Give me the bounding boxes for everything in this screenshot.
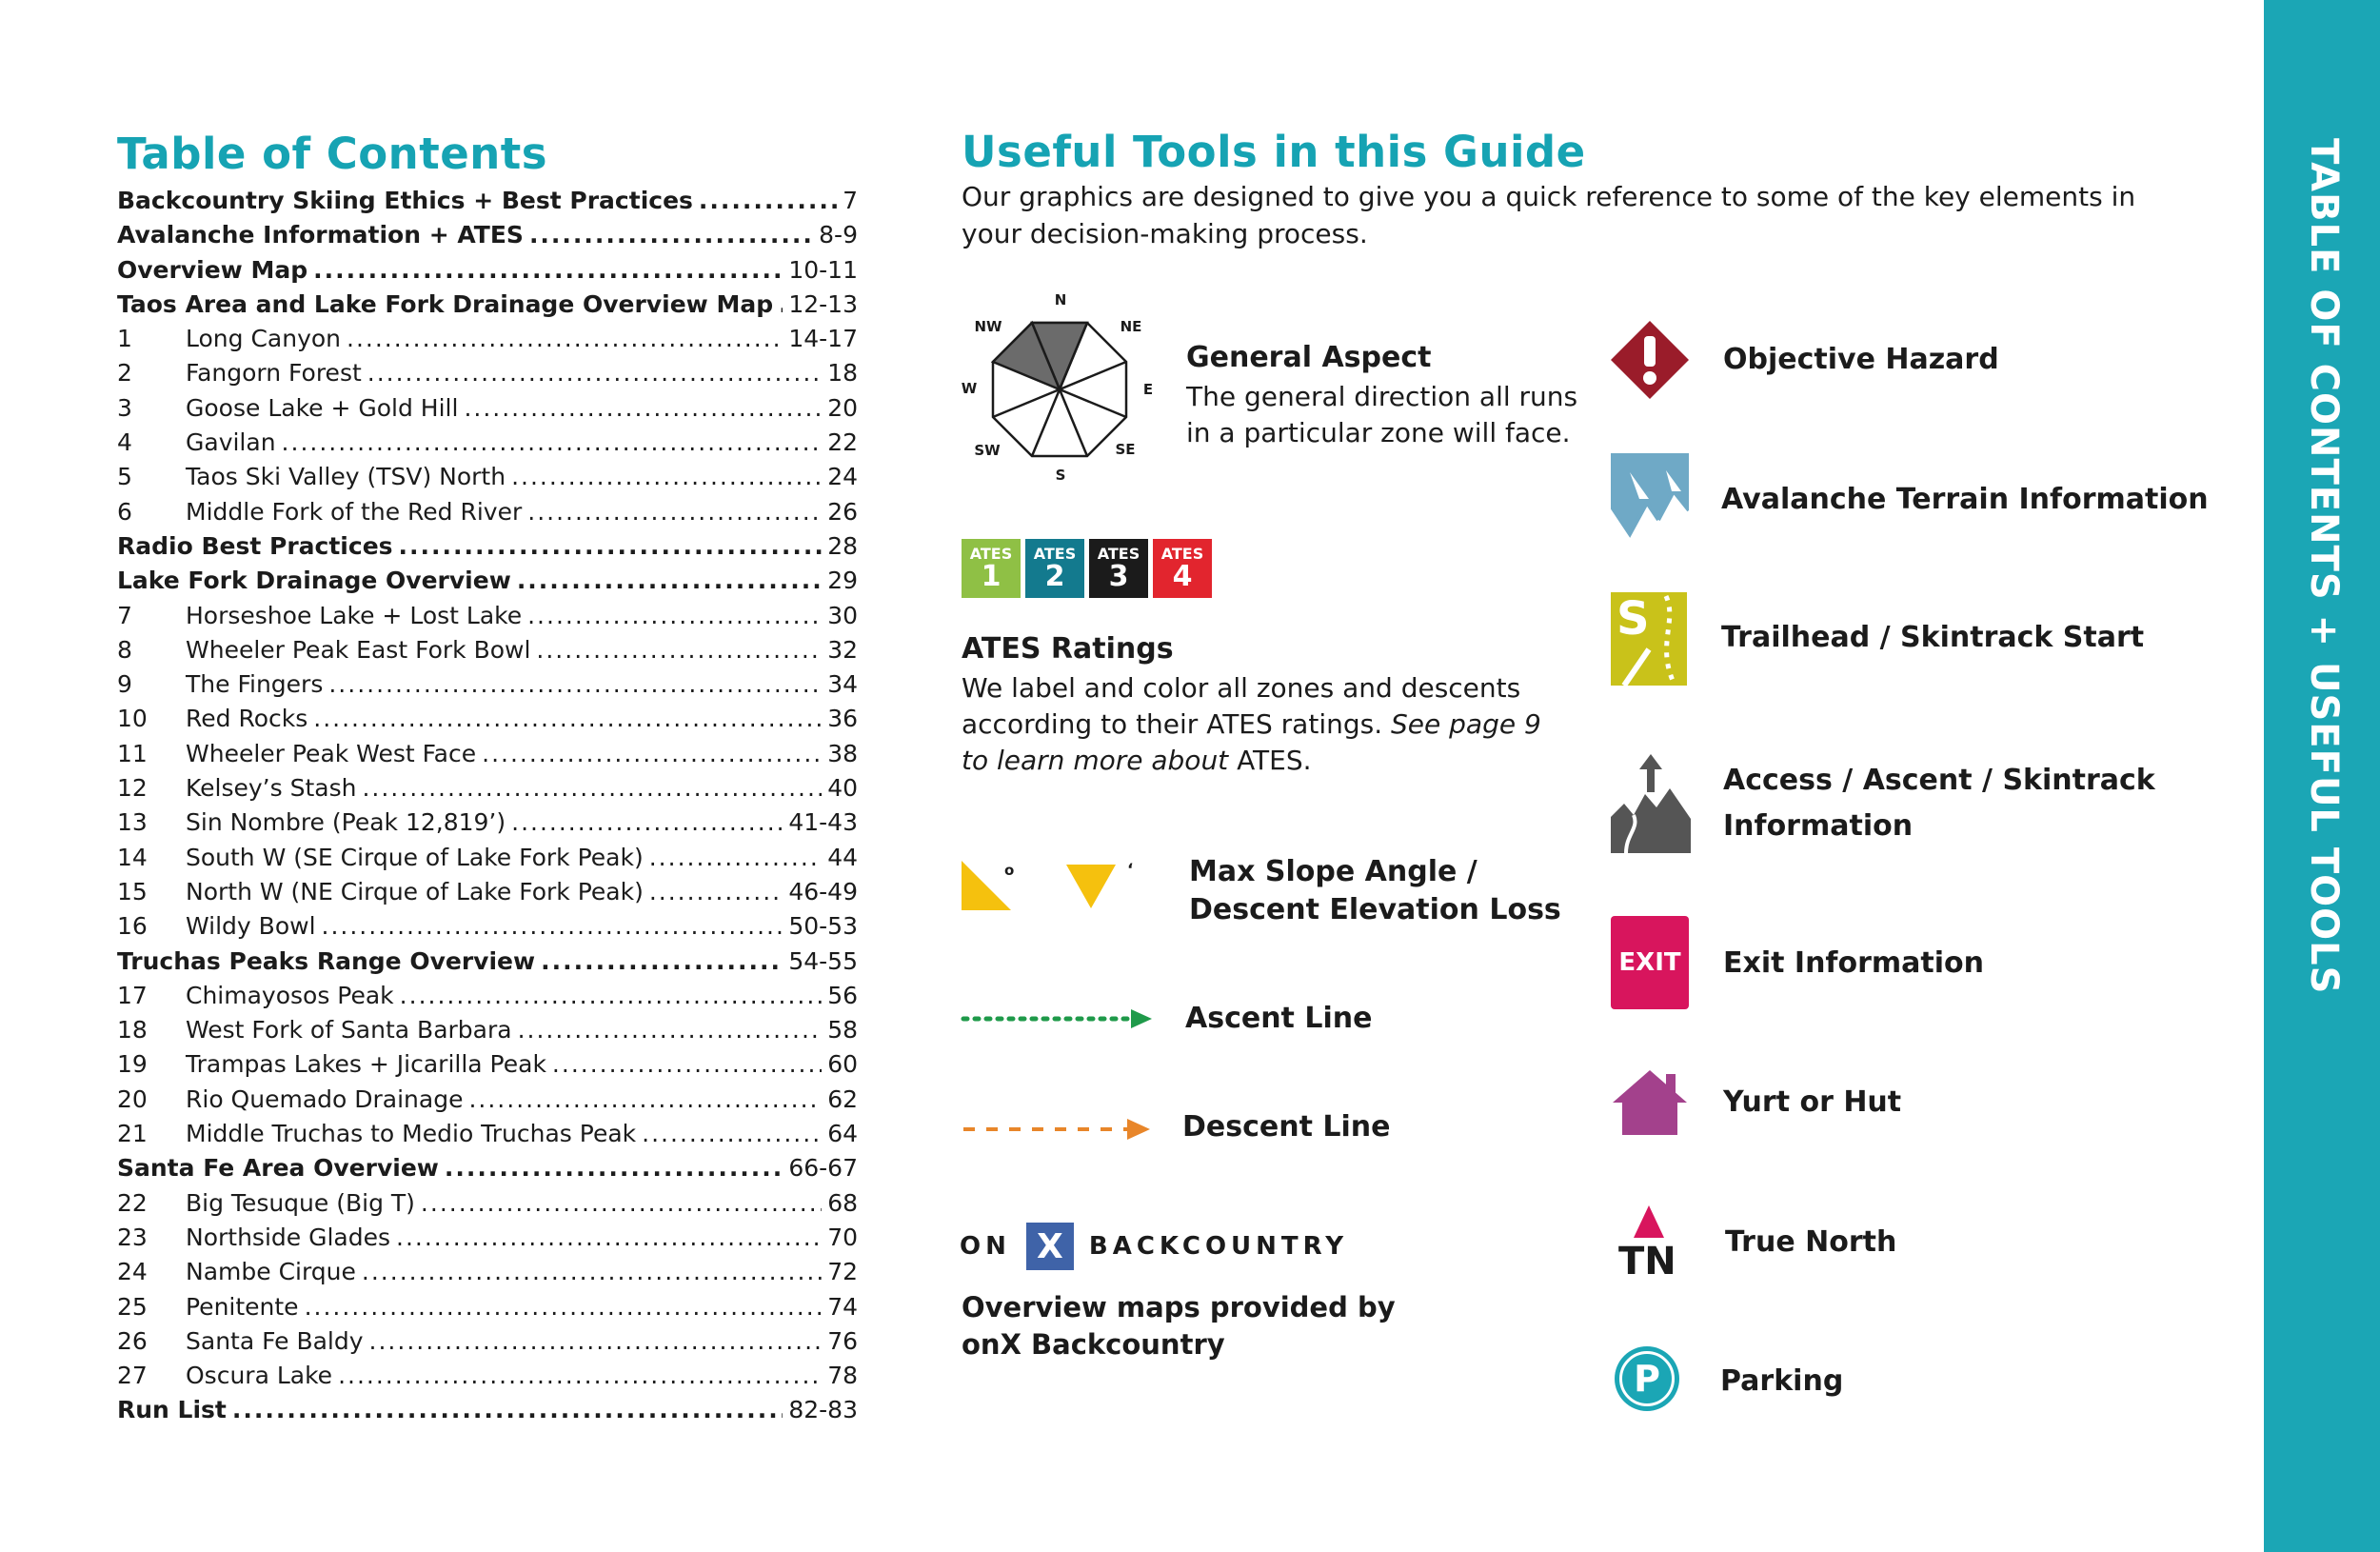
toc-entry	[117, 218, 858, 252]
toc-leader-dots	[362, 771, 822, 806]
toc-leader-dots	[347, 322, 783, 356]
trailhead-glyph: S	[1616, 592, 1650, 646]
toc-entry	[117, 1186, 858, 1221]
compass-nw: NW	[974, 318, 1002, 335]
toc-entry	[117, 979, 858, 1013]
toc-entry-page: 41-43	[788, 808, 858, 837]
toc-leader-dots	[529, 218, 813, 252]
onx-caption	[962, 1289, 1396, 1363]
toc-entry-page: 72	[827, 1258, 858, 1286]
toc-entry	[117, 253, 858, 288]
toc-leader-dots	[445, 1151, 783, 1185]
toc-entry	[117, 1151, 858, 1185]
slope-angle-icon	[960, 855, 1150, 922]
toc-entry-number: 20	[117, 1084, 148, 1113]
toc-entry	[117, 599, 858, 633]
toc-entry	[117, 1083, 858, 1117]
toc-entry	[117, 495, 858, 529]
toc-leader-dots	[396, 1221, 822, 1255]
toc-entry	[117, 737, 858, 771]
exit-label: Exit Information	[1723, 946, 1984, 980]
toc-entry-title: Red Rocks	[186, 705, 308, 733]
toc-entry-title: Trampas Lakes + Jicarilla Peak	[186, 1050, 546, 1079]
toc-entry-page: 28	[827, 531, 858, 560]
toc-entry-title: Taos Ski Valley (TSV) North	[186, 463, 506, 491]
toc-entry	[117, 771, 858, 806]
ates-badge-1	[962, 539, 1021, 598]
toc-entry-number: 26	[117, 1326, 148, 1355]
toc-entry	[117, 391, 858, 426]
toc-entry-number: 5	[117, 463, 132, 491]
toc-entry	[117, 1013, 858, 1047]
toc-entry-number: 3	[117, 393, 132, 422]
toc-entry-page: 30	[827, 601, 858, 629]
toc-entry	[117, 564, 858, 598]
toc-entry-number: 16	[117, 912, 148, 941]
toc-entry-number: 22	[117, 1188, 148, 1217]
toc-leader-dots	[362, 1255, 822, 1289]
toc-entry-page: 34	[827, 670, 858, 699]
toc-leader-dots	[369, 1324, 823, 1359]
toc-entry-page: 64	[827, 1120, 858, 1148]
toc-entry-title: Wildy Bowl	[186, 912, 316, 941]
toc-entry-number: 21	[117, 1120, 148, 1148]
toc-entry	[117, 1221, 858, 1255]
slope-label-line2: Descent Elevation Loss	[1189, 893, 1561, 926]
toc-leader-dots	[536, 633, 822, 667]
tools-intro: Our graphics are designed to give you a quick reference to some of the key elements in your decision-making process.	[962, 181, 2136, 249]
toc-entry-page: 70	[827, 1223, 858, 1251]
yurt-label: Yurt or Hut	[1723, 1085, 1902, 1119]
toc-entry-page: 10-11	[788, 255, 858, 284]
toc-entry	[117, 529, 858, 564]
toc-entry	[117, 667, 858, 702]
ates-badge-label: ATES	[1160, 545, 1204, 563]
toc-entry-number: 8	[117, 635, 132, 664]
toc-entry-page: 58	[827, 1016, 858, 1045]
toc-entry-page: 14-17	[788, 325, 858, 353]
true-north-label: True North	[1725, 1225, 1897, 1259]
ates-badge-number: 4	[1172, 560, 1193, 593]
foot-mark: ‘	[1127, 861, 1134, 880]
trailhead-label: Trailhead / Skintrack Start	[1721, 621, 2145, 654]
ates-text-prefix: We label and color all zones and descents according to their ATES ratings.	[962, 672, 1521, 740]
toc-leader-dots	[313, 702, 822, 736]
toc-entry-title: Wheeler Peak West Face	[186, 739, 477, 767]
toc-entry-number: 1	[117, 325, 132, 353]
toc-leader-dots	[322, 909, 783, 944]
onx-on: ON	[960, 1232, 1011, 1261]
toc-entry-title: Nambe Cirque	[186, 1258, 356, 1286]
toc-entry-title: Wheeler Peak East Fork Bowl	[186, 635, 531, 664]
toc-entry	[117, 1047, 858, 1082]
parking-label: Parking	[1720, 1364, 1844, 1398]
toc-entry-title: The Fingers	[186, 670, 324, 699]
toc-entry-number: 2	[117, 359, 132, 388]
toc-leader-dots	[649, 841, 822, 875]
toc-entry	[117, 945, 858, 979]
toc-entry	[117, 1359, 858, 1393]
toc-entry	[117, 875, 858, 909]
toc-entry-title: Avalanche Information + ATES	[117, 221, 524, 249]
compass-icon	[962, 286, 1171, 495]
toc-leader-dots	[421, 1186, 822, 1221]
toc-entry	[117, 288, 858, 322]
ates-text-suffix: ATES.	[1237, 745, 1312, 776]
toc-entry-page: 46-49	[788, 877, 858, 905]
toc-entry-page: 78	[827, 1362, 858, 1390]
toc-entry-title: Run List	[117, 1396, 227, 1424]
onx-caption-line2: onX Backcountry	[962, 1328, 1225, 1361]
ates-badge-4	[1153, 539, 1212, 598]
toc-entry-title: Gavilan	[186, 428, 276, 457]
onx-x-icon: X	[1026, 1223, 1074, 1270]
ascent-line-label: Ascent Line	[1185, 1002, 1373, 1035]
ates-text	[962, 670, 1571, 779]
ates-title: ATES Ratings	[962, 632, 1174, 666]
slope-label	[1189, 853, 1561, 929]
toc-entry	[117, 426, 858, 460]
toc-entry-page: 22	[827, 428, 858, 457]
toc-entry-number: 14	[117, 843, 148, 871]
toc-entry-title: Middle Truchas to Medio Truchas Peak	[186, 1120, 637, 1148]
objective-hazard-label: Objective Hazard	[1723, 343, 1999, 376]
toc-entry-page: 60	[827, 1050, 858, 1079]
toc-leader-dots	[338, 1359, 822, 1393]
access-label-line2: Information	[1723, 809, 1914, 843]
aspect-text: The general direction all runs in a particular zone will face.	[1186, 381, 1578, 448]
toc-entry-number: 23	[117, 1223, 148, 1251]
toc-entry	[117, 184, 858, 218]
toc-entry-title: Horseshoe Lake + Lost Lake	[186, 601, 523, 629]
avalanche-terrain-icon	[1611, 453, 1689, 548]
toc-leader-dots	[399, 529, 823, 564]
ates-badge-label: ATES	[1097, 545, 1140, 563]
access-ascent-icon	[1611, 752, 1691, 853]
toc-entry-page: 7	[843, 187, 858, 214]
compass-e: E	[1142, 381, 1154, 398]
toc-entry-title: Oscura Lake	[186, 1362, 333, 1390]
toc-entry-number: 25	[117, 1292, 148, 1321]
toc-entry-number: 15	[117, 877, 148, 905]
toc-entry-page: 20	[827, 393, 858, 422]
toc-entry	[117, 356, 858, 390]
descent-line-icon	[960, 1115, 1156, 1144]
toc-entry-number: 6	[117, 497, 132, 526]
aspect-title: General Aspect	[1186, 341, 1432, 374]
ates-badge-number: 3	[1108, 560, 1129, 593]
ates-text-italic: See page 9 to learn more about	[962, 708, 1541, 776]
toc-entry	[117, 322, 858, 356]
toc-entry-page: 26	[827, 497, 858, 526]
toc-leader-dots	[313, 253, 783, 288]
toc-leader-dots	[517, 564, 822, 598]
toc-entry-title: South W (SE Cirque of Lake Fork Peak)	[186, 843, 644, 871]
toc-entry-number: 10	[117, 705, 148, 733]
toc-leader-dots	[527, 599, 822, 633]
toc-entry	[117, 1255, 858, 1289]
ates-badge-3	[1089, 539, 1148, 598]
toc-leader-dots	[649, 875, 783, 909]
toc-entry-title: Santa Fe Baldy	[186, 1326, 364, 1355]
slope-label-line1: Max Slope Angle /	[1189, 855, 1478, 888]
toc-entry-number: 27	[117, 1362, 148, 1390]
compass-se: SE	[1115, 441, 1136, 458]
toc-entry-number: 12	[117, 774, 148, 803]
toc-leader-dots	[541, 945, 783, 979]
toc-entry-page: 29	[827, 567, 858, 595]
toc-entry	[117, 841, 858, 875]
toc-entry	[117, 1290, 858, 1324]
true-north-arrow-icon	[1620, 1204, 1681, 1242]
toc-entry	[117, 460, 858, 494]
toc-entry-page: 54-55	[788, 946, 858, 975]
toc-entry-page: 76	[827, 1326, 858, 1355]
toc-entry-page: 66-67	[788, 1154, 858, 1183]
toc-heading: Table of Contents	[117, 129, 548, 179]
toc-leader-dots	[527, 495, 822, 529]
toc-entry-page: 8-9	[819, 221, 858, 249]
onx-caption-line1: Overview maps provided by	[962, 1291, 1396, 1323]
onx-logo	[960, 1223, 1348, 1270]
toc-entry	[117, 633, 858, 667]
toc-entry-title: Northside Glades	[186, 1223, 391, 1251]
compass-ne: NE	[1120, 318, 1142, 335]
toc-leader-dots	[232, 1393, 783, 1427]
toc-entry-number: 18	[117, 1016, 148, 1045]
toc-entry-page: 40	[827, 774, 858, 803]
toc-leader-dots	[464, 391, 822, 426]
toc-entry-number: 4	[117, 428, 132, 457]
access-label-line1: Access / Ascent / Skintrack	[1723, 764, 2155, 797]
toc-entry-title: Radio Best Practices	[117, 531, 393, 560]
parking-glyph: P	[1619, 1351, 1675, 1406]
toc-entry-title: Rio Quemado Drainage	[186, 1084, 464, 1113]
toc-entry-number: 13	[117, 808, 148, 837]
toc-entry-title: Penitente	[186, 1292, 299, 1321]
toc-entry-page: 36	[827, 705, 858, 733]
toc-entry-title: Fangorn Forest	[186, 359, 362, 388]
toc-entry	[117, 806, 858, 840]
toc-entry-title: West Fork of Santa Barbara	[186, 1016, 512, 1045]
toc-entry-page: 18	[827, 359, 858, 388]
toc-leader-dots	[482, 737, 822, 771]
toc-leader-dots	[552, 1047, 822, 1082]
toc-entry-page: 32	[827, 635, 858, 664]
yurt-hut-icon	[1611, 1068, 1689, 1137]
toc-entry	[117, 1393, 858, 1427]
toc-leader-dots	[511, 806, 783, 840]
sidebar-title-text: TABLE OF CONTENTS + USEFUL TOOLS	[2302, 138, 2346, 995]
ates-badge-label: ATES	[1033, 545, 1077, 563]
toc-entry-title: Big Tesuque (Big T)	[186, 1188, 415, 1217]
tools-heading: Useful Tools in this Guide	[962, 127, 1586, 177]
toc-entry-number: 7	[117, 601, 132, 629]
toc-entry	[117, 1117, 858, 1151]
toc-entry-number: 17	[117, 981, 148, 1009]
toc-leader-dots	[511, 460, 822, 494]
ates-badges	[962, 539, 1212, 598]
toc-entry-title: Chimayosos Peak	[186, 981, 394, 1009]
toc-leader-dots	[699, 184, 837, 218]
toc-entry-title: Lake Fork Drainage Overview	[117, 567, 511, 595]
toc-entry-title: Sin Nombre (Peak 12,819’)	[186, 808, 506, 837]
true-north-glyph: TN	[1618, 1240, 1676, 1283]
toc-entry-title: Kelsey’s Stash	[186, 774, 357, 803]
toc-entry-title: Goose Lake + Gold Hill	[186, 393, 459, 422]
toc-entry-title: Taos Area and Lake Fork Drainage Overview Map	[117, 289, 774, 318]
toc-entry-page: 50-53	[788, 912, 858, 941]
toc-entry-number: 9	[117, 670, 132, 699]
toc-entry-page: 62	[827, 1084, 858, 1113]
toc-entry-number: 24	[117, 1258, 148, 1286]
compass-n: N	[1054, 291, 1067, 308]
compass-sw: SW	[974, 442, 1001, 459]
toc-entry-title: Long Canyon	[186, 325, 342, 353]
toc-entry	[117, 1324, 858, 1359]
toc-leader-dots	[642, 1117, 822, 1151]
toc-leader-dots	[328, 667, 822, 702]
access-label	[1723, 758, 2155, 849]
toc-entry-title: Backcountry Skiing Ethics + Best Practices	[117, 187, 693, 214]
toc-entry-number: 19	[117, 1050, 148, 1079]
toc-entry	[117, 702, 858, 736]
ates-badge-2	[1025, 539, 1084, 598]
parking-icon	[1615, 1346, 1679, 1411]
ates-badge-label: ATES	[969, 545, 1013, 563]
trailhead-icon	[1611, 592, 1687, 686]
degree-mark: o	[1004, 862, 1015, 879]
toc-entry-title: Santa Fe Area Overview	[117, 1154, 439, 1183]
toc-entry-number: 11	[117, 739, 148, 767]
toc-entry-page: 82-83	[788, 1396, 858, 1424]
toc-entry-page: 12-13	[788, 289, 858, 318]
toc-entry-title: Truchas Peaks Range Overview	[117, 946, 536, 975]
compass-w: W	[962, 380, 978, 397]
toc-entry-page: 56	[827, 981, 858, 1009]
toc-list	[117, 184, 858, 1428]
toc-leader-dots	[367, 356, 822, 390]
onx-brand: BACKCOUNTRY	[1088, 1232, 1349, 1261]
toc-entry-page: 38	[827, 739, 858, 767]
toc-entry-page: 44	[827, 843, 858, 871]
toc-leader-dots	[518, 1013, 823, 1047]
toc-leader-dots	[468, 1083, 822, 1117]
toc-entry-title: North W (NE Cirque of Lake Fork Peak)	[186, 877, 644, 905]
descent-line-label: Descent Line	[1182, 1110, 1391, 1144]
toc-entry-page: 68	[827, 1188, 858, 1217]
toc-leader-dots	[779, 288, 783, 322]
exit-icon: EXIT	[1611, 916, 1689, 1009]
avalanche-terrain-label: Avalanche Terrain Information	[1721, 483, 2209, 516]
toc-leader-dots	[305, 1290, 823, 1324]
objective-hazard-icon	[1609, 319, 1691, 401]
ates-badge-number: 2	[1044, 560, 1065, 593]
compass-s: S	[1055, 467, 1066, 484]
toc-entry-title: Overview Map	[117, 255, 308, 284]
toc-leader-dots	[282, 426, 823, 460]
toc-entry	[117, 909, 858, 944]
ascent-line-icon	[960, 1005, 1156, 1033]
ates-badge-number: 1	[981, 560, 1002, 593]
toc-entry-page: 74	[827, 1292, 858, 1321]
toc-leader-dots	[400, 979, 823, 1013]
toc-entry-page: 24	[827, 463, 858, 491]
toc-entry-title: Middle Fork of the Red River	[186, 497, 523, 526]
